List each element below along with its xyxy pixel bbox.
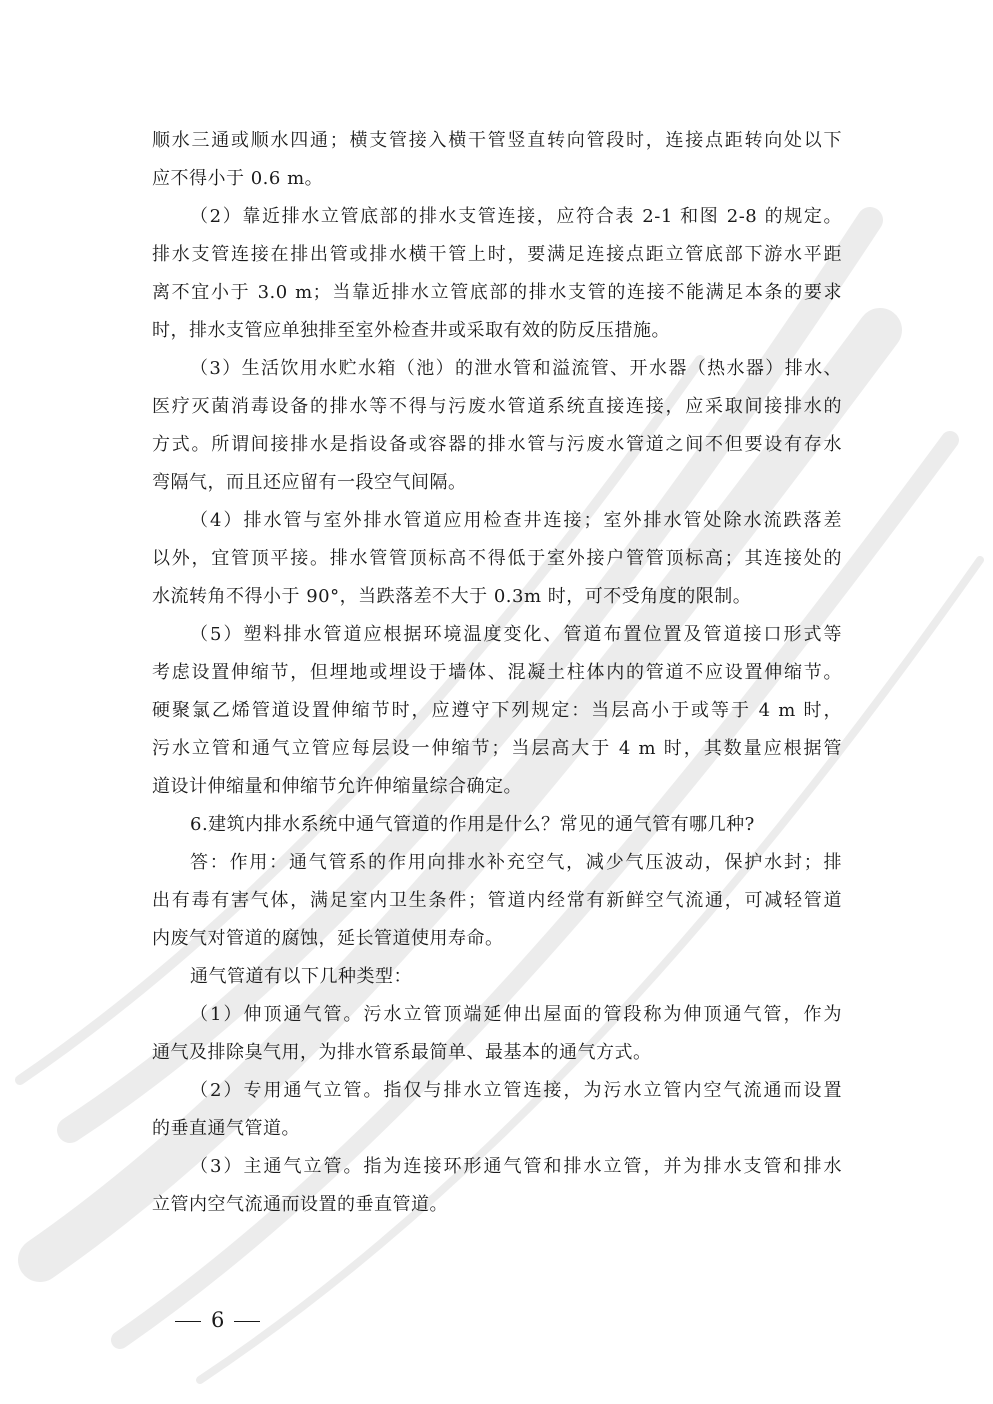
text-line: （1）伸顶通气管。污水立管顶端延伸出屋面的管段称为伸顶通气管，作为 [190,1004,842,1025]
text-line: 医疗灭菌消毒设备的排水等不得与污废水管道系统直接连接，应采取间接排水的 [152,396,842,417]
question-heading: 6.建筑内排水系统中通气管道的作用是什么？常见的通气管有哪几种? [190,814,755,835]
text-line: （5）塑料排水管道应根据环境温度变化、管道布置位置及管道接口形式等 [190,624,842,645]
text-line: （2）靠近排水立管底部的排水支管连接，应符合表 2-1 和图 2-8 的规定。 [190,206,842,227]
text-line: 污水立管和通气立管应每层设一伸缩节；当层高大于 4 m 时，其数量应根据管 [152,738,842,759]
text-line: 应不得小于 0.6 m。 [152,168,324,189]
page-footer [175,1300,260,1340]
footer-dash-right [234,1321,260,1323]
text-line: 的垂直通气管道。 [152,1118,300,1139]
footer-dash-left [175,1321,201,1323]
text-line: 弯隔气，而且还应留有一段空气间隔。 [152,472,467,493]
text-line: （3）生活饮用水贮水箱（池）的泄水管和溢流管、开水器（热水器）排水、 [190,358,842,379]
text-line: 答：作用：通气管系的作用向排水补充空气，减少气压波动，保护水封；排 [190,852,842,873]
text-line: （2）专用通气立管。指仅与排水立管连接，为污水立管内空气流通而设置 [190,1080,842,1101]
text-line: 离不宜小于 3.0 m；当靠近排水立管底部的排水支管的连接不能满足本条的要求 [152,282,842,303]
text-line: （4）排水管与室外排水管道应用检查井连接；室外排水管处除水流跌落差 [190,510,842,531]
text-line: 出有毒有害气体，满足室内卫生条件；管道内经常有新鲜空气流通，可减轻管道 [152,890,842,911]
text-line: （3）主通气立管。指为连接环形通气管和排水立管，并为排水支管和排水 [190,1156,842,1177]
text-line: 内废气对管道的腐蚀，延长管道使用寿命。 [152,928,504,949]
text-line: 排水支管连接在排出管或排水横干管上时，要满足连接点距立管底部下游水平距 [152,244,842,265]
text-line: 时，排水支管应单独排至室外检查井或采取有效的防反压措施。 [152,320,670,341]
text-line: 硬聚氯乙烯管道设置伸缩节时，应遵守下列规定：当层高小于或等于 4 m 时， [152,700,842,721]
text-line: 水流转角不得小于 90°，当跌落差不大于 0.3m 时，可不受角度的限制。 [152,586,752,607]
text-line: 立管内空气流通而设置的垂直管道。 [152,1194,448,1215]
text-line: 以外，宜管顶平接。排水管管顶标高不得低于室外接户管管顶标高；其连接处的 [152,548,842,569]
page-number: 6 [211,1308,225,1332]
text-line: 方式。所谓间接排水是指设备或容器的排水管与污废水管道之间不但要设有存水 [152,434,842,455]
text-line: 道设计伸缩量和伸缩节允许伸缩量综合确定。 [152,776,522,797]
text-line: 通气管道有以下几种类型： [190,966,412,987]
text-line: 顺水三通或顺水四通；横支管接入横干管竖直转向管段时，连接点距转向处以下 [152,130,842,151]
text-line: 通气及排除臭气用，为排水管系最简单、最基本的通气方式。 [152,1042,652,1063]
text-line: 考虑设置伸缩节，但埋地或埋设于墙体、混凝土柱体内的管道不应设置伸缩节。 [152,662,842,683]
